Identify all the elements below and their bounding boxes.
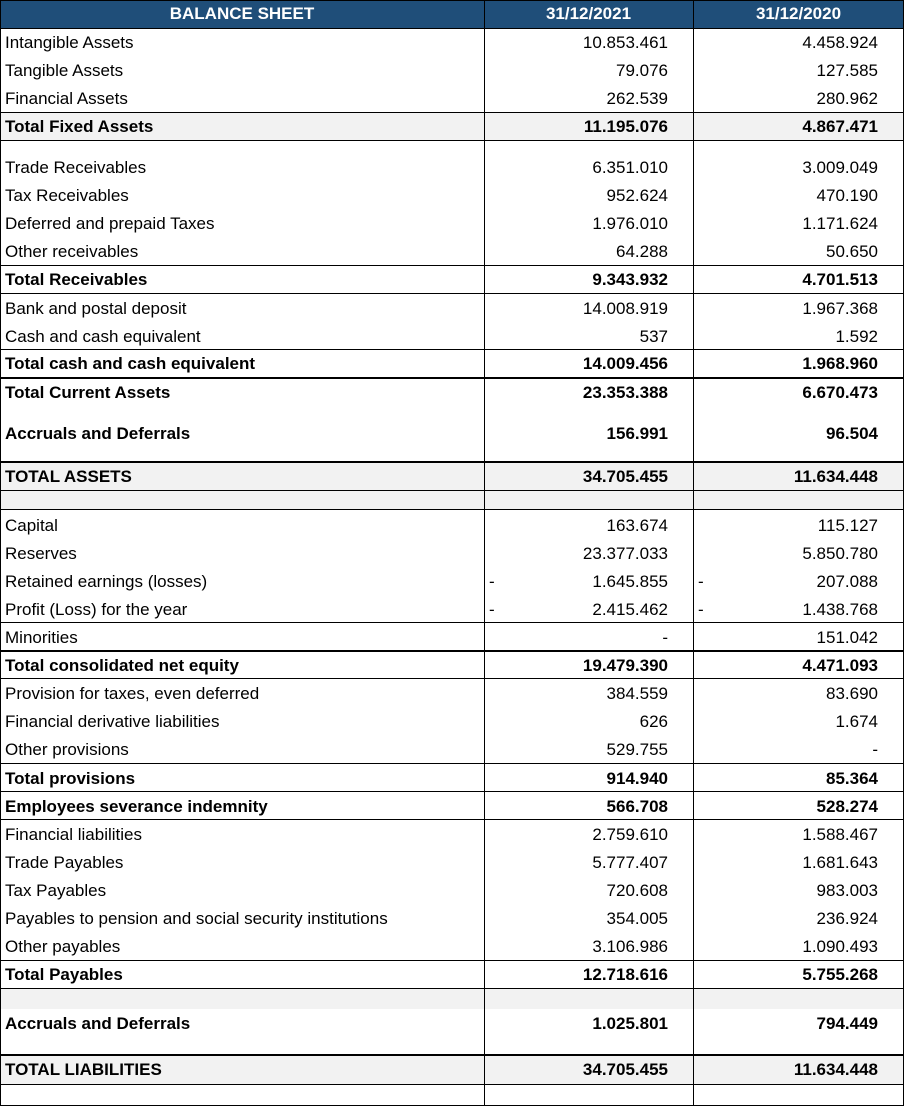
- table-row: [0, 210, 904, 238]
- value-text: 1.645.855: [592, 572, 668, 591]
- table-row: [0, 378, 904, 407]
- row-label[interactable]: Trade Receivables: [5, 158, 147, 177]
- row-label[interactable]: Intangible Assets: [5, 33, 134, 52]
- table-row: [0, 708, 904, 736]
- row-divider: [0, 490, 904, 491]
- value-2021[interactable]: [484, 849, 693, 877]
- value-text: 566.708: [606, 796, 668, 816]
- value-2021[interactable]: [484, 1010, 693, 1038]
- value-text: 5.777.407: [592, 853, 668, 872]
- negative-sign: -: [698, 572, 704, 591]
- value-text: 10.853.461: [582, 33, 668, 52]
- row-divider: [0, 678, 904, 679]
- value-2020[interactable]: [693, 568, 904, 596]
- value-text: 9.343.932: [592, 270, 668, 289]
- value-text: 1.681.643: [802, 853, 878, 872]
- row-label[interactable]: Retained earnings (losses): [5, 572, 208, 591]
- value-2020[interactable]: [693, 793, 904, 820]
- value-text: 262.539: [606, 89, 668, 108]
- row-label[interactable]: Tangible Assets: [5, 61, 124, 80]
- value-2021[interactable]: [484, 266, 693, 294]
- value-2021[interactable]: [484, 680, 693, 708]
- value-text: 6.351.010: [592, 158, 668, 177]
- table-row: [0, 29, 904, 57]
- value-text: 470.190: [816, 186, 878, 205]
- header-title[interactable]: BALANCE SHEET: [169, 4, 315, 23]
- table-row: [0, 85, 904, 113]
- value-text: 537: [639, 326, 668, 346]
- value-text: 3.009.049: [802, 158, 878, 177]
- row-divider: [0, 140, 904, 141]
- row-divider: [0, 791, 904, 792]
- row-label[interactable]: Deferred and prepaid Taxes: [5, 214, 215, 233]
- row-label[interactable]: Total provisions: [5, 768, 136, 788]
- table-row: [0, 57, 904, 85]
- table-row: [0, 877, 904, 905]
- value-2021[interactable]: [484, 652, 693, 679]
- row-divider: [0, 650, 904, 652]
- table-row: [0, 266, 904, 294]
- value-2021[interactable]: [484, 350, 693, 378]
- negative-sign: -: [489, 600, 495, 619]
- value-text: 1.588.467: [802, 825, 878, 844]
- row-label[interactable]: Other receivables: [5, 242, 139, 261]
- value-2020[interactable]: [693, 512, 904, 540]
- row-label[interactable]: Other provisions: [5, 740, 129, 759]
- table-row: [0, 463, 904, 491]
- column-divider: [693, 0, 694, 1106]
- value-text: 4.471.093: [802, 655, 878, 675]
- row-divider: [0, 461, 904, 463]
- row-label[interactable]: TOTAL LIABILITIES: [5, 1060, 162, 1079]
- value-text: 952.624: [606, 186, 668, 205]
- value-2020[interactable]: [693, 295, 904, 323]
- table-row: [0, 596, 904, 624]
- header-year-2020[interactable]: 31/12/2020: [755, 4, 842, 23]
- value-2021[interactable]: [484, 29, 693, 57]
- table-row: [0, 295, 904, 323]
- value-text: 4.867.471: [802, 116, 878, 136]
- value-text: 23.377.033: [582, 544, 668, 563]
- value-2021[interactable]: [484, 736, 693, 764]
- value-text: 384.559: [606, 684, 668, 703]
- value-2020[interactable]: [693, 933, 904, 961]
- value-text: 6.670.473: [802, 382, 878, 402]
- row-divider: [0, 293, 904, 294]
- value-2021[interactable]: [484, 85, 693, 113]
- value-2020[interactable]: [693, 350, 904, 378]
- value-text: 34.705.455: [582, 467, 668, 486]
- row-label[interactable]: Total cash and cash equivalent: [5, 354, 256, 373]
- row-label[interactable]: Tax Payables: [5, 881, 107, 900]
- header-row: [0, 0, 904, 28]
- row-label[interactable]: Minorities: [5, 628, 78, 647]
- row-label[interactable]: Trade Payables: [5, 853, 124, 872]
- value-2021[interactable]: [484, 323, 693, 350]
- table-row: [0, 793, 904, 820]
- value-2021[interactable]: [484, 821, 693, 849]
- table-row: [0, 652, 904, 679]
- row-divider: [0, 112, 904, 113]
- value-text: 96.504: [826, 424, 878, 443]
- value-2020[interactable]: [693, 323, 904, 350]
- row-label[interactable]: Financial Assets: [5, 89, 128, 108]
- row-label[interactable]: Cash and cash equivalent: [5, 326, 201, 346]
- value-2021[interactable]: [484, 182, 693, 210]
- row-label[interactable]: Total Receivables: [5, 270, 148, 289]
- value-text: 14.008.919: [582, 299, 668, 318]
- value-2020[interactable]: [693, 877, 904, 905]
- header-year-2021[interactable]: 31/12/2021: [545, 4, 632, 23]
- row-divider: [0, 960, 904, 961]
- table-row: [0, 154, 904, 182]
- value-2020[interactable]: [693, 765, 904, 792]
- row-divider: [0, 763, 904, 764]
- value-2021[interactable]: [484, 568, 693, 596]
- row-label[interactable]: Total Payables: [5, 965, 123, 984]
- value-text: 4.458.924: [802, 33, 878, 52]
- row-divider: [0, 28, 904, 29]
- value-2020[interactable]: [693, 266, 904, 294]
- value-2020[interactable]: [693, 85, 904, 113]
- value-text: 794.449: [816, 1014, 878, 1033]
- value-text: 5.850.780: [802, 544, 878, 563]
- value-text: 1.592: [835, 326, 878, 346]
- row-divider: [0, 265, 904, 266]
- value-2021[interactable]: [484, 793, 693, 820]
- value-text: 156.991: [606, 424, 668, 443]
- value-2020[interactable]: [693, 596, 904, 624]
- value-text: 79.076: [616, 61, 668, 80]
- value-text: 5.755.268: [802, 965, 878, 984]
- value-2020[interactable]: [693, 652, 904, 679]
- table-row: [0, 680, 904, 708]
- value-2020[interactable]: [693, 57, 904, 85]
- row-label[interactable]: Bank and postal deposit: [5, 299, 187, 318]
- value-2021[interactable]: [484, 933, 693, 961]
- spacer-row: [0, 989, 904, 1009]
- row-label[interactable]: Capital: [5, 516, 58, 535]
- value-2020[interactable]: [693, 378, 904, 407]
- row-divider: [0, 509, 904, 510]
- value-2021[interactable]: [484, 378, 693, 407]
- value-2021[interactable]: [484, 512, 693, 540]
- value-text: 528.274: [816, 796, 878, 816]
- value-2020[interactable]: [693, 1010, 904, 1038]
- value-2021[interactable]: [484, 708, 693, 736]
- value-text: 529.755: [606, 740, 668, 759]
- value-2021[interactable]: [484, 596, 693, 624]
- value-text: 14.009.456: [582, 354, 668, 373]
- table-row: [0, 323, 904, 350]
- value-2020[interactable]: [693, 1056, 904, 1084]
- table-row: [0, 1010, 904, 1038]
- row-label[interactable]: Accruals and Deferrals: [5, 1014, 191, 1033]
- table-row: [0, 238, 904, 266]
- row-label[interactable]: Payables to pension and social security institutions: [5, 909, 388, 928]
- value-text: 83.690: [826, 684, 878, 703]
- value-text: 11.195.076: [583, 116, 668, 136]
- value-2020[interactable]: [693, 624, 904, 652]
- row-divider: [0, 1054, 904, 1056]
- value-text: 1.968.960: [802, 354, 878, 373]
- negative-sign: -: [489, 572, 495, 591]
- row-label[interactable]: Financial liabilities: [5, 825, 143, 844]
- value-text: 115.127: [817, 516, 878, 535]
- value-text: 914.940: [606, 768, 668, 788]
- value-text: 3.106.986: [592, 937, 668, 956]
- table-row: [0, 568, 904, 596]
- value-text: 2.759.610: [592, 825, 668, 844]
- value-text: 12.718.616: [582, 965, 668, 984]
- value-2020[interactable]: [693, 736, 904, 764]
- value-text: 50.650: [826, 242, 878, 261]
- value-2020[interactable]: [693, 238, 904, 266]
- value-2021[interactable]: [484, 463, 693, 491]
- value-2021[interactable]: [484, 905, 693, 933]
- row-label[interactable]: Total Fixed Assets: [5, 116, 154, 136]
- row-label[interactable]: Employees severance indemnity: [5, 796, 268, 816]
- value-text: 1.674: [835, 712, 878, 731]
- value-2020[interactable]: [693, 113, 904, 140]
- table-row: [0, 420, 904, 448]
- value-text: 626: [639, 712, 668, 731]
- value-text: 1.171.624: [802, 214, 878, 233]
- row-label[interactable]: Financial derivative liabilities: [5, 712, 220, 731]
- value-text: 85.364: [826, 768, 878, 788]
- row-divider: [0, 1084, 904, 1085]
- row-label[interactable]: Provision for taxes, even deferred: [5, 684, 260, 703]
- spacer-row: [0, 491, 904, 510]
- value-2021[interactable]: [484, 877, 693, 905]
- value-2020[interactable]: [693, 849, 904, 877]
- table-row: [0, 765, 904, 792]
- row-label[interactable]: Total consolidated net equity: [5, 655, 239, 675]
- table-row: [0, 540, 904, 568]
- value-2021[interactable]: [484, 57, 693, 85]
- value-text: 983.003: [816, 881, 878, 900]
- value-2021[interactable]: [484, 765, 693, 792]
- row-divider: [0, 377, 904, 379]
- value-text: 64.288: [616, 242, 668, 261]
- table-row: [0, 182, 904, 210]
- table-row: [0, 821, 904, 849]
- value-2021[interactable]: [484, 961, 693, 989]
- row-label[interactable]: Profit (Loss) for the year: [5, 600, 188, 619]
- value-text: 11.634.448: [793, 467, 878, 486]
- table-row: [0, 624, 904, 652]
- row-label[interactable]: Other payables: [5, 937, 121, 956]
- value-text: 1.090.493: [802, 937, 878, 956]
- value-2021[interactable]: [484, 210, 693, 238]
- table-row: [0, 933, 904, 961]
- column-divider: [484, 0, 485, 1106]
- value-text: 4.701.513: [802, 270, 878, 289]
- value-2020[interactable]: [693, 540, 904, 568]
- value-2021[interactable]: [484, 540, 693, 568]
- value-text: 280.962: [816, 89, 878, 108]
- value-text: 2.415.462: [592, 600, 668, 619]
- value-2020[interactable]: [693, 463, 904, 491]
- value-2020[interactable]: [693, 961, 904, 989]
- row-divider: [0, 349, 904, 350]
- value-2020[interactable]: [693, 821, 904, 849]
- negative-sign: -: [698, 600, 704, 619]
- value-2021[interactable]: [484, 295, 693, 323]
- row-label[interactable]: TOTAL ASSETS: [5, 467, 132, 486]
- value-2021[interactable]: [484, 420, 693, 448]
- value-text: 207.088: [816, 572, 878, 591]
- value-2020[interactable]: [693, 210, 904, 238]
- value-text: 1.025.801: [592, 1014, 668, 1033]
- row-label[interactable]: Total Current Assets: [5, 382, 171, 402]
- value-text: 151.042: [816, 628, 878, 647]
- value-text: 23.353.388: [582, 382, 668, 402]
- row-label[interactable]: Reserves: [5, 544, 77, 563]
- table-row: [0, 1056, 904, 1084]
- value-text: 1.438.768: [802, 600, 878, 619]
- value-text: 19.479.390: [582, 655, 668, 675]
- table-row: [0, 113, 904, 140]
- table-row: [0, 849, 904, 877]
- value-2020[interactable]: [693, 708, 904, 736]
- value-2020[interactable]: [693, 182, 904, 210]
- table-row: [0, 736, 904, 764]
- value-2021[interactable]: [484, 113, 693, 140]
- value-2021[interactable]: [484, 238, 693, 266]
- table-row: [0, 961, 904, 989]
- value-2021[interactable]: [484, 154, 693, 182]
- value-text: 11.634.448: [793, 1060, 878, 1079]
- value-2020[interactable]: [693, 905, 904, 933]
- row-divider: [0, 819, 904, 820]
- value-2021[interactable]: [484, 1056, 693, 1084]
- value-2020[interactable]: [693, 29, 904, 57]
- row-divider: [0, 622, 904, 623]
- row-divider: [0, 988, 904, 989]
- value-text: 720.608: [606, 881, 668, 900]
- value-text: -: [872, 740, 878, 759]
- value-text: 163.674: [606, 516, 668, 535]
- value-text: 127.585: [816, 61, 878, 80]
- value-text: 34.705.455: [582, 1060, 668, 1079]
- value-2020[interactable]: [693, 420, 904, 448]
- value-2021[interactable]: [484, 624, 693, 652]
- value-text: 354.005: [606, 909, 668, 928]
- value-text: 1.967.368: [802, 299, 878, 318]
- value-text: 1.976.010: [592, 214, 668, 233]
- value-2020[interactable]: [693, 680, 904, 708]
- table-row: [0, 350, 904, 378]
- row-label[interactable]: Tax Receivables: [5, 186, 129, 205]
- value-text: 236.924: [816, 909, 878, 928]
- value-2020[interactable]: [693, 154, 904, 182]
- row-label[interactable]: Accruals and Deferrals: [5, 424, 191, 443]
- value-text: -: [662, 628, 668, 647]
- table-row: [0, 512, 904, 540]
- table-row: [0, 905, 904, 933]
